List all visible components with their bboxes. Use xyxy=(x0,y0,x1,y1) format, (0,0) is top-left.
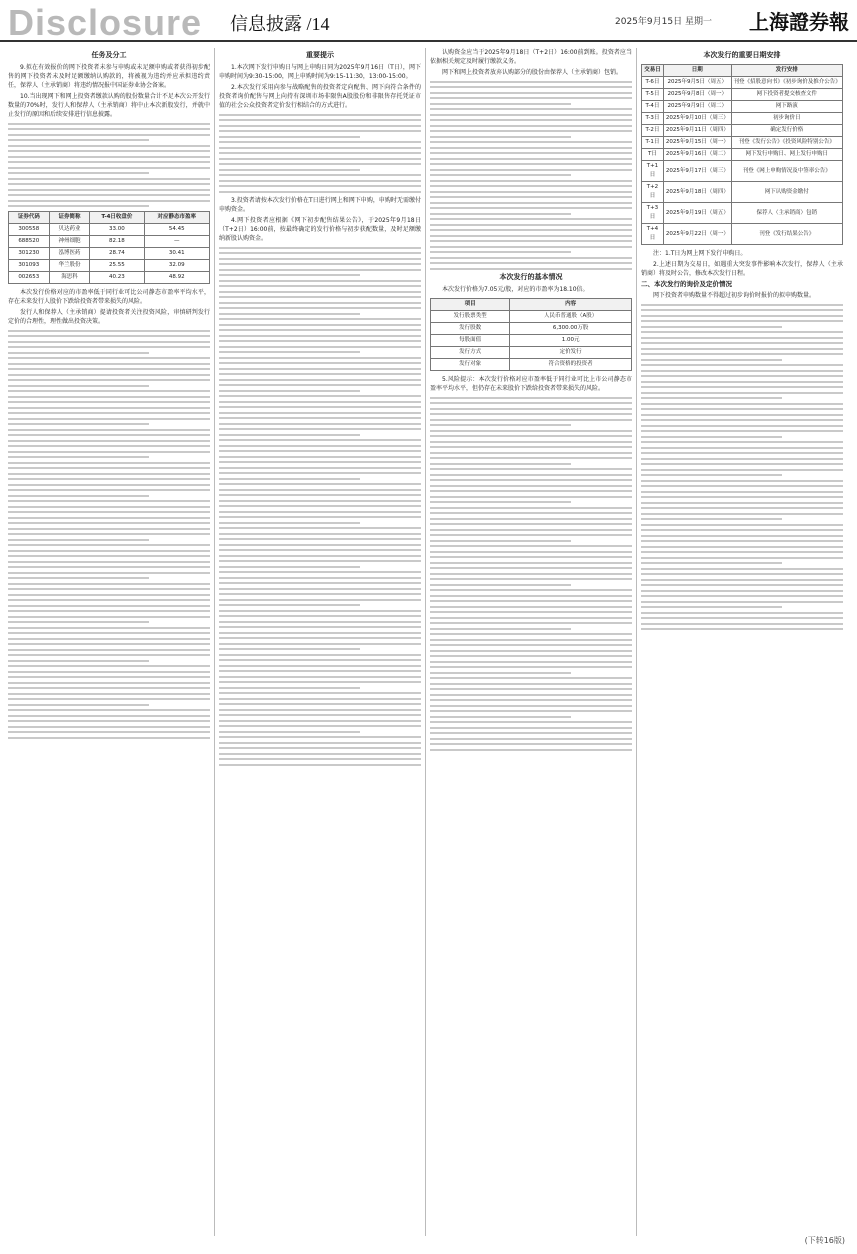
table-cell: 保荐人（主承销商）包销 xyxy=(731,203,842,224)
table-cell: T-1日 xyxy=(642,137,664,149)
continued-note: (下转16版) xyxy=(804,1236,845,1245)
table-cell: 刊登《网上申购情况及中签率公告》 xyxy=(731,161,842,182)
table-row xyxy=(642,101,843,113)
table-header-cell: 日期 xyxy=(663,65,731,77)
table-row xyxy=(642,125,843,137)
table-header-cell: T-4日收盘价 xyxy=(90,212,144,224)
table-cell: 2025年9月17日（周三） xyxy=(663,161,731,182)
brand-title: Disclosure xyxy=(8,2,203,43)
col2-text-block-2 xyxy=(219,247,421,766)
column-divider xyxy=(636,48,637,1236)
col1-para-2: 10.当出现网下和网上投资者缴款认购的股份数量合计不足本次公开发行数量的70%时，发行人和保荐人（主承销商）将中止本次新股发行，并就中止发行的原因和后续安排进行信息披露。 xyxy=(8,93,210,118)
table-cell: T+4日 xyxy=(642,224,664,245)
col3-para-1: 认购资金应当于2025年9月18日（T+2日）16:00前到账。投资者应当依据相关规定及时履行缴款义务。 xyxy=(430,49,632,65)
schedule-table xyxy=(641,64,843,245)
table-cell: 2025年9月18日（周四） xyxy=(663,182,731,203)
col1-text-block-2 xyxy=(8,330,210,739)
table-cell: 30.41 xyxy=(144,248,209,260)
table-cell: T+3日 xyxy=(642,203,664,224)
column-1 xyxy=(8,48,210,1236)
table-row xyxy=(642,77,843,89)
table-cell: 发行对象 xyxy=(431,359,510,371)
table-header-cell: 内容 xyxy=(510,299,632,311)
table-cell: 华兰股份 xyxy=(49,260,90,272)
col3-para-3: 本次发行价格为7.05元/股，对应的市盈率为18.10倍。 xyxy=(442,286,589,293)
col3-text-block xyxy=(430,81,632,270)
table-header-cell: 交易日 xyxy=(642,65,664,77)
table-cell: 301093 xyxy=(9,260,50,272)
col4-subheading: 二、本次发行的询价及定价情况 xyxy=(641,280,732,288)
table-cell: 2025年9月8日（周一） xyxy=(663,89,731,101)
table-header-cell: 证券简称 xyxy=(49,212,90,224)
col2-para-1: 1.本次网下发行申购日与网上申购日同为2025年9月16日（T日），网下申购时间为9:30-15:00，网上申购时间为9:15-11:30，13:00-15:00。 xyxy=(219,64,421,80)
table-cell: 54.45 xyxy=(144,224,209,236)
col4-para-1: 注：1.T日为网上网下发行申购日。 xyxy=(653,250,747,257)
table-cell: T-6日 xyxy=(642,77,664,89)
dateline: 2025年9月15日 星期一 xyxy=(615,17,712,27)
table-cell: — xyxy=(144,236,209,248)
table-cell: 刊登《发行公告》《投资风险特别公告》 xyxy=(731,137,842,149)
table-cell: 2025年9月9日（周二） xyxy=(663,101,731,113)
table-cell: 300558 xyxy=(9,224,50,236)
col1-para-3: 本次发行价格对应的市盈率低于同行业可比公司静态市盈率平均水平，存在未来发行人股价下跌给投资者带来损失的风险。 xyxy=(8,289,210,305)
table-row xyxy=(431,311,632,323)
columns xyxy=(8,48,849,1246)
table-row xyxy=(9,260,210,272)
table-cell: 神州细胞 xyxy=(49,236,90,248)
table-cell: T+2日 xyxy=(642,182,664,203)
table-cell: 符合资格的投资者 xyxy=(510,359,632,371)
table-row xyxy=(9,236,210,248)
column-divider xyxy=(214,48,215,1236)
table-cell: T-2日 xyxy=(642,125,664,137)
col2-text-block xyxy=(219,114,421,193)
table-cell: 网下投资者提交核查文件 xyxy=(731,89,842,101)
table-header-cell: 对应静态市盈率 xyxy=(144,212,209,224)
table-cell: 6,300.00万股 xyxy=(510,323,632,335)
table-cell: 每股面值 xyxy=(431,335,510,347)
table-cell: 33.00 xyxy=(90,224,144,236)
table-row xyxy=(431,347,632,359)
table-cell: 贝达药业 xyxy=(49,224,90,236)
table-row xyxy=(642,89,843,101)
table-cell: 刊登《发行结果公告》 xyxy=(731,224,842,245)
col3-heading: 本次发行的基本情况 xyxy=(499,273,563,281)
column-divider xyxy=(425,48,426,1236)
table-cell: 泓博医药 xyxy=(49,248,90,260)
col2-para-3: 3.投资者请按本次发行价格在T日进行网上和网下申购，申购时无需缴付申购资金。 xyxy=(219,197,421,213)
table-cell: 48.92 xyxy=(144,272,209,284)
col3-text-block-2 xyxy=(430,397,632,751)
col4-para-3: 网下投资者申购数量不得超过初步询价时报价的拟申购数量。 xyxy=(653,292,816,299)
table-cell: 确定发行价格 xyxy=(731,125,842,137)
table-header-cell: 证券代码 xyxy=(9,212,50,224)
table-row xyxy=(431,335,632,347)
table-cell: 32.09 xyxy=(144,260,209,272)
col1-para-4: 发行人和保荐人（主承销商）提请投资者关注投资风险，审慎研判发行定价的合理性，理性做出投资决策。 xyxy=(8,309,210,325)
table-cell: 发行方式 xyxy=(431,347,510,359)
table-header-cell: 发行安排 xyxy=(731,65,842,77)
offering-info-table xyxy=(430,298,632,371)
column-2 xyxy=(219,48,421,1236)
table-cell: 发行股数 xyxy=(431,323,510,335)
table-cell: 2025年9月15日（周一） xyxy=(663,137,731,149)
table-row xyxy=(642,65,843,77)
column-3 xyxy=(430,48,632,1236)
paper-logo: 上海證券報 xyxy=(749,10,849,34)
col4-text-block xyxy=(641,304,843,631)
table-cell: 40.23 xyxy=(90,272,144,284)
table-cell: 初步询价日 xyxy=(731,113,842,125)
table-cell: 2025年9月11日（周四） xyxy=(663,125,731,137)
table-cell: 28.74 xyxy=(90,248,144,260)
col2-para-4: 4.网下投资者应根据《网下初步配售结果公告》，于2025年9月18日（T+2日）16:00前，按最终确定的发行价格与初步获配数量，及时足额缴纳新股认购资金。 xyxy=(219,217,421,242)
table-cell: 25.55 xyxy=(90,260,144,272)
table-cell: 海思科 xyxy=(49,272,90,284)
comparable-companies-table xyxy=(8,211,210,284)
table-cell: 2025年9月22日（周一） xyxy=(663,224,731,245)
table-cell: 刊登《招股意向书》《初步询价及推介公告》 xyxy=(731,77,842,89)
table-header-cell: 项目 xyxy=(431,299,510,311)
col4-para-2: 2.上述日期为交易日，如遇重大突发事件影响本次发行，保荐人（主承销商）将及时公告，修改本次发行日程。 xyxy=(641,261,843,277)
table-cell: T-3日 xyxy=(642,113,664,125)
table-cell: T-4日 xyxy=(642,101,664,113)
col1-text-block xyxy=(8,123,210,208)
col3-para-2: 网下和网上投资者放弃认购部分的股份由保荐人（主承销商）包销。 xyxy=(442,69,623,76)
table-cell: 定价发行 xyxy=(510,347,632,359)
table-cell: 2025年9月19日（周五） xyxy=(663,203,731,224)
table-row xyxy=(642,161,843,182)
table-row xyxy=(9,212,210,224)
table-row xyxy=(642,182,843,203)
table-row xyxy=(642,137,843,149)
table-row xyxy=(431,323,632,335)
table-cell: 688520 xyxy=(9,236,50,248)
table-row xyxy=(431,359,632,371)
table-cell: 网下认购资金缴付 xyxy=(731,182,842,203)
column-4 xyxy=(641,48,843,1236)
table-cell: T+1日 xyxy=(642,161,664,182)
table-cell: 网下路演 xyxy=(731,101,842,113)
table-cell: T日 xyxy=(642,149,664,161)
table-cell: T-5日 xyxy=(642,89,664,101)
table-row xyxy=(9,248,210,260)
table-cell: 发行股票类型 xyxy=(431,311,510,323)
masthead xyxy=(0,0,857,42)
col1-heading: 任务及分工 xyxy=(91,51,127,59)
table-cell: 2025年9月5日（周五） xyxy=(663,77,731,89)
col2-para-2: 2.本次发行采用向参与战略配售的投资者定向配售、网下向符合条件的投资者询价配售与网上向持有深圳市场非限售A股股份和非限售存托凭证市值的社会公众投资者定价发行相结合的方式进行。 xyxy=(219,84,421,109)
col3-para-4: 5.风险提示：本次发行价格对应市盈率低于同行业可比上市公司静态市盈率平均水平，但仍存在未来股价下跌给投资者带来损失的风险。 xyxy=(430,376,632,392)
table-cell: 301230 xyxy=(9,248,50,260)
table-cell: 网下发行申购日、网上发行申购日 xyxy=(731,149,842,161)
table-row xyxy=(642,113,843,125)
table-row xyxy=(431,299,632,311)
table-row xyxy=(9,272,210,284)
table-cell: 2025年9月16日（周二） xyxy=(663,149,731,161)
table-row xyxy=(642,224,843,245)
table-cell: 002653 xyxy=(9,272,50,284)
table-row xyxy=(642,149,843,161)
section-title: 信息披露 /14 xyxy=(230,14,330,34)
table-cell: 人民币普通股（A股） xyxy=(510,311,632,323)
table-cell: 82.18 xyxy=(90,236,144,248)
col1-para-1: 9.拟在有效报价的网下投资者未参与申购或未足额申购或者获得初步配售的网下投资者未及时足额缴纳认购款的，将被视为违约并应承担违约责任，保荐人（主承销商）将违约情况报中国证券业协会备案。 xyxy=(8,64,210,89)
col2-heading: 重要提示 xyxy=(306,51,334,59)
col4-heading: 本次发行的重要日期安排 xyxy=(703,51,781,59)
table-row xyxy=(9,224,210,236)
table-cell: 2025年9月10日（周三） xyxy=(663,113,731,125)
table-cell: 1.00元 xyxy=(510,335,632,347)
table-row xyxy=(642,203,843,224)
